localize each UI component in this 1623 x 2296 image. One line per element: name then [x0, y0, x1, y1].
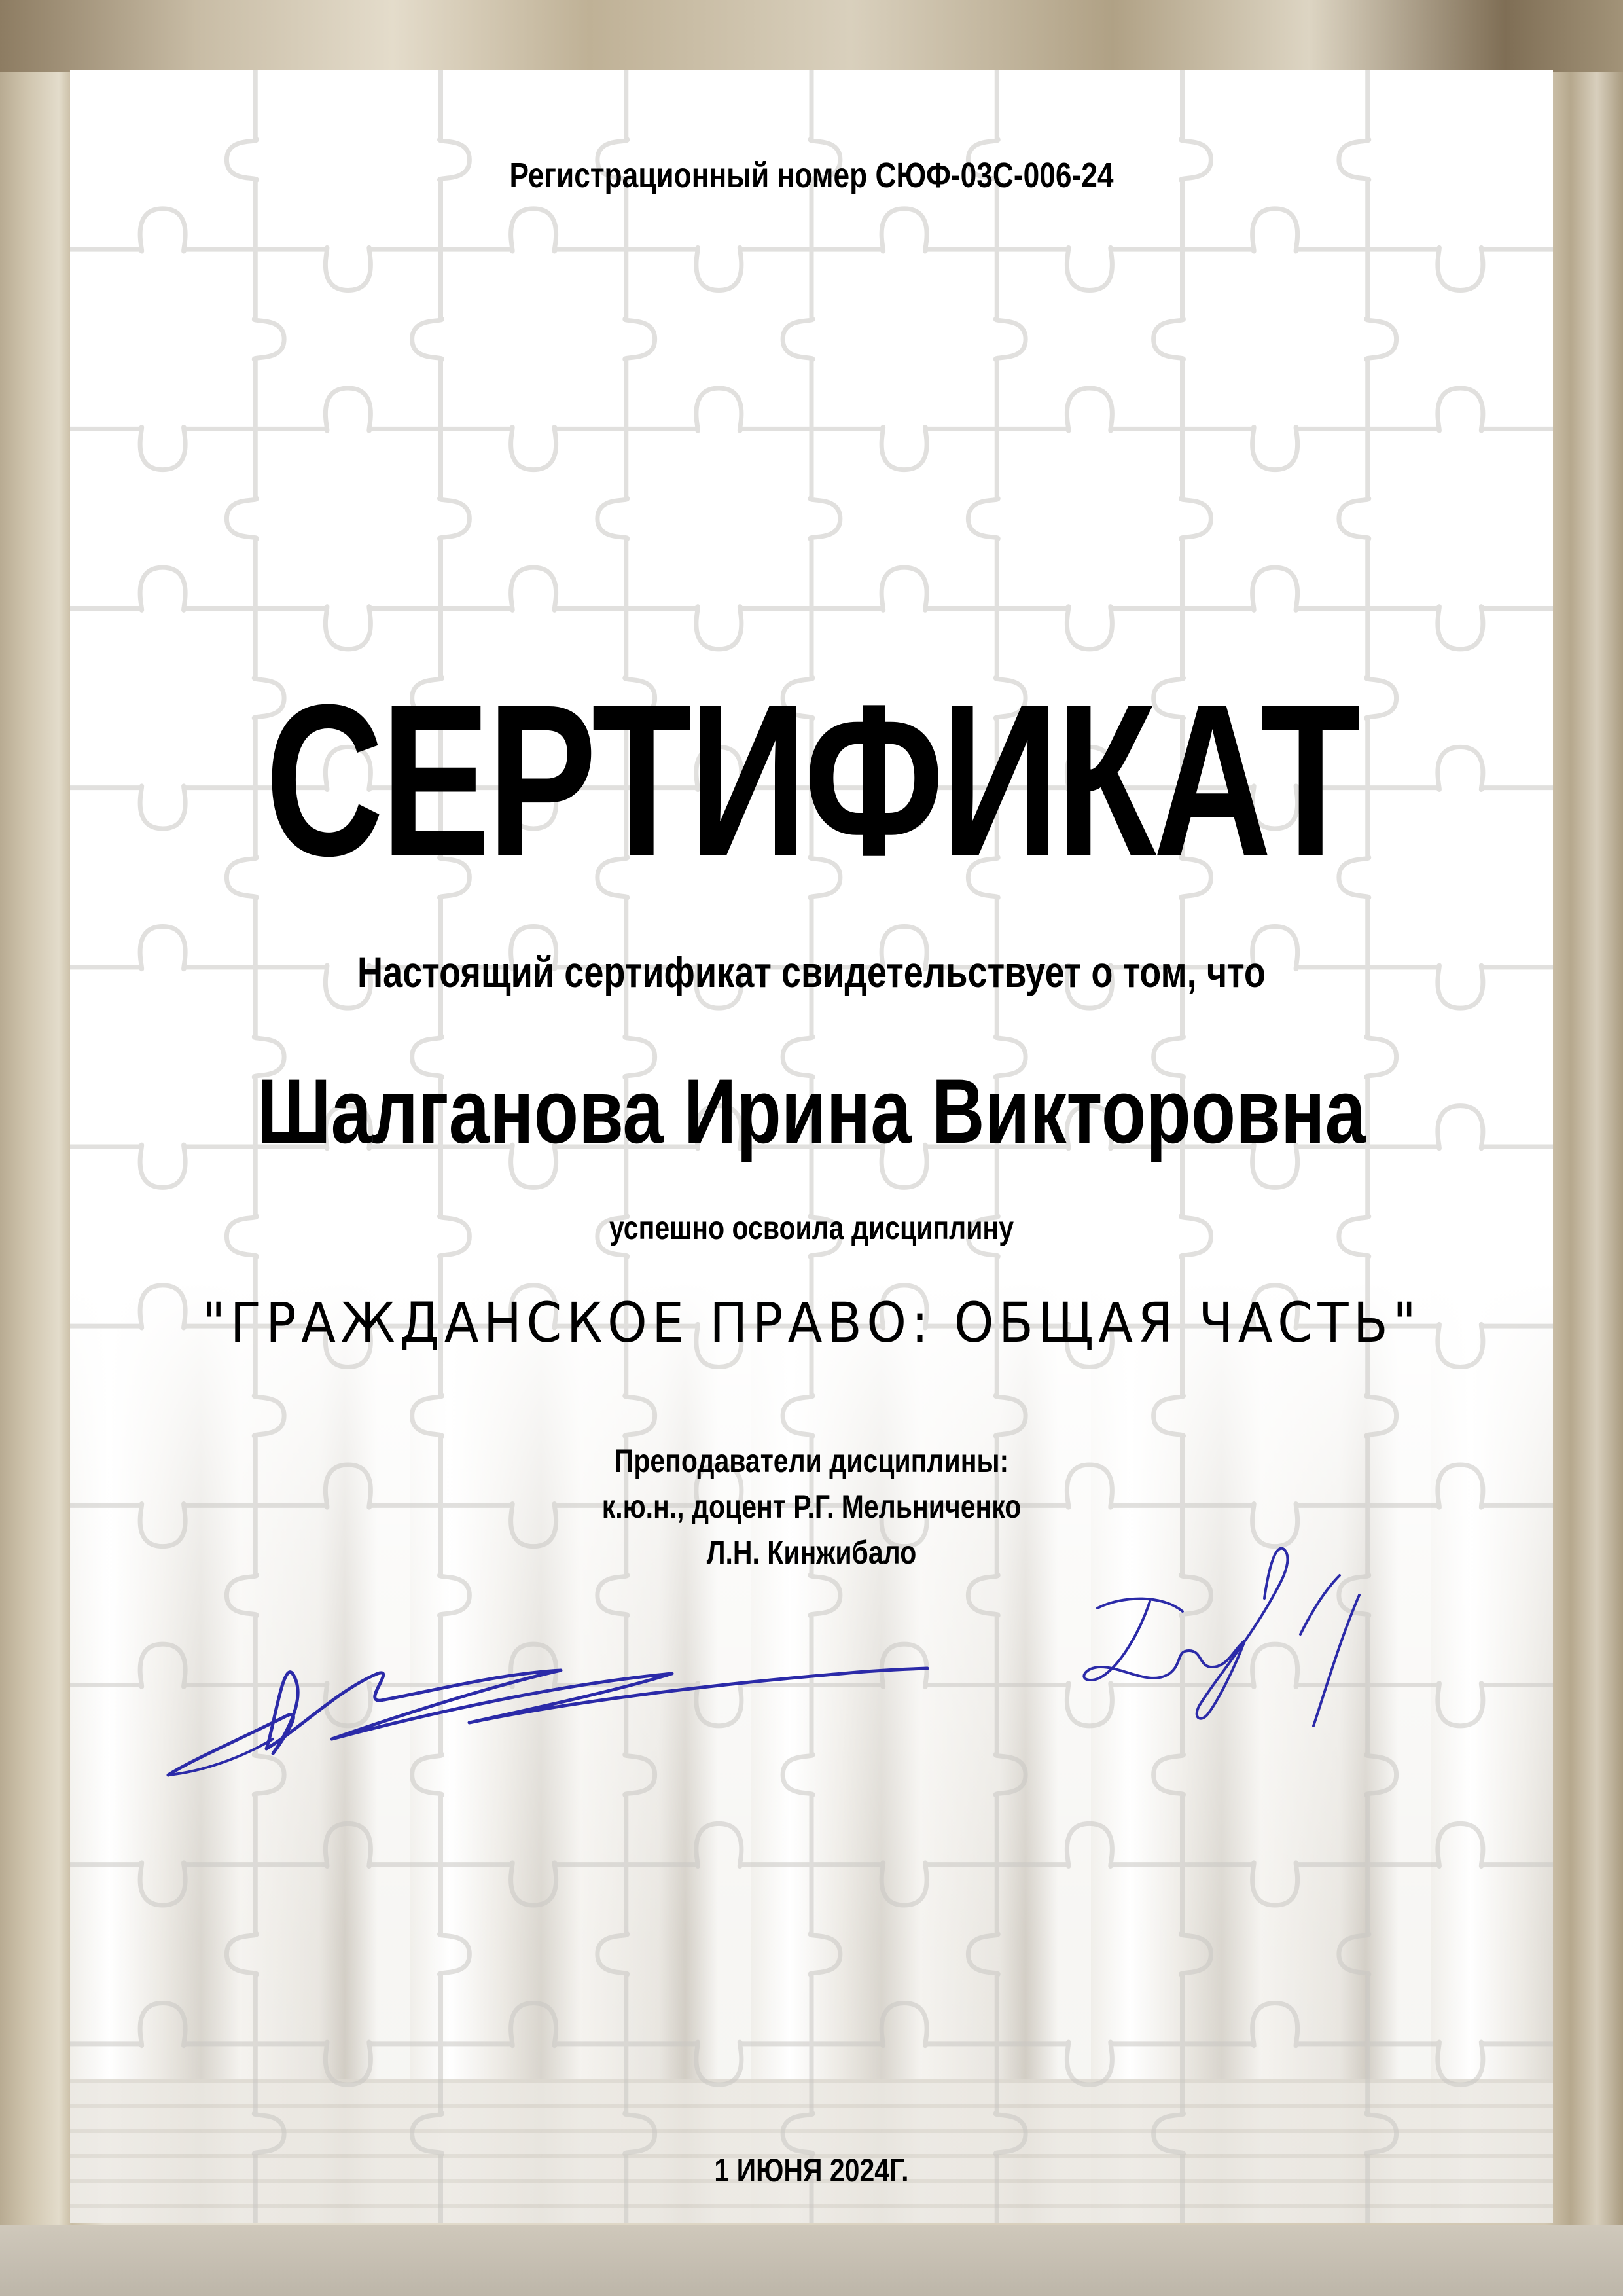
certificate-title: СЕРТИФИКАТ	[265, 659, 1358, 901]
certificate-sheet	[70, 70, 1553, 2223]
registration-number: Регистрационный номер СЮФ-03С-006-24	[509, 156, 1114, 195]
background-bottom-edge	[0, 2225, 1623, 2296]
teacher-1: к.ю.н., доцент Р.Г. Мельниченко	[601, 1488, 1022, 1525]
signature-1	[162, 1575, 934, 1791]
background-top-edge	[0, 0, 1623, 72]
discipline-name: "ГРАЖДАНСКОЕ ПРАВО: ОБЩАЯ ЧАСТЬ"	[202, 1291, 1421, 1355]
issue-date: 1 ИЮНЯ 2024Г.	[714, 2152, 909, 2189]
intro-text: Настоящий сертификат свидетельствует о том, что	[357, 948, 1266, 996]
recipient-name: Шалганова Ирина Викторовна	[257, 1060, 1366, 1162]
teacher-2: Л.Н. Кинжибало	[706, 1534, 917, 1571]
mastered-text: успешно освоила дисциплину	[609, 1210, 1014, 1246]
signature-2	[1071, 1536, 1412, 1746]
teachers-heading: Преподаватели дисциплины:	[614, 1443, 1009, 1479]
